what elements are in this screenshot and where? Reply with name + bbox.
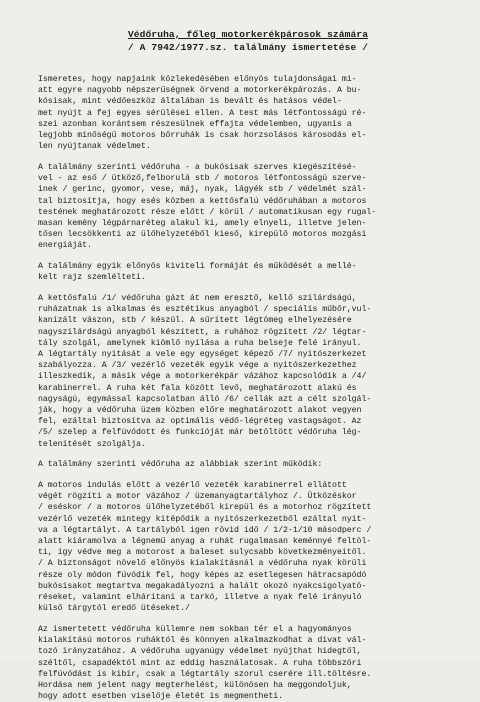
- paragraph-construction: A kettősfalú /1/ védőruha gázt át nem eresztő, kellő szilárdságú, ruházatnak is alkalmas és esztétikus anyagból / speciális műbőr,vul- kanizált vászon, stb / készül. A sűrített légtömeg elhelyezésére nagyszilárdságú anyagból készített, a ruhához rögzített /2/ légtar- tály szolgál, amelynek kiömlő nyílása a ruha belseje felé irányul. A légtartály nyitását a vele egy egységet képező /7/ nyitószerkezet szabályozza. A /3/ vezérlő vezeték egyik vége a nyitószerkezethez illeszkedik, a másik vége a motorkerékpár vázához kapcsolódik a /4/ karabinerrel. A ruha két fala között levő, meghatározott alakú és nagyságú, egymással kapcsolatban álló /6/ cellák azt a célt szolgál- ják, hogy a védőruha üzem közben előre meghatározott alakot vegyen fel, ezáltal biztosítva az optimális védő-légréteg vastagságot. Az /5/ szelep a felfúvódott és funkcióját már betöltött védőruha lég- telenítését szolgálja.: [38, 293, 372, 449]
- paragraph-introduction: Ismeretes, hogy napjaink közlekedésében előnyös tulajdonságai mi- att egyre nagyobb népszerűségnek örvend a motorkerékpározás. A bu- kósisak, mint védőeszköz általában is bevált és hatásos védel- met nyújt a fej egyes sérülései ellen. A test más létfontosságú ré- szei azonban korántsem részesülnek effajta védelemben, ugyanis a legjobb minőségű motoros bőrruhák is csak horzsolásos károsodás el- len nyújtanak védelmet.: [38, 75, 367, 152]
- paragraph-operation-heading: A találmány szerinti védőruha az alábbiak szerint működik:: [38, 460, 323, 470]
- document-title-block: [38, 28, 458, 54]
- document-body: [38, 74, 458, 702]
- document-subtitle: / A 7942/1977.sz. találmány ismertetése /: [127, 42, 369, 53]
- document-title: Védőruha, főleg motorkerékpárosok számára: [127, 29, 369, 40]
- paragraph-conclusion: Az ismertetett védőruha küllemre nem sokban tér el a hagyományos kialakítású motoros ruháktól és könnyen alkalmazkodhat a divat vál- tozó irányzatához. A védőruha ugyanúgy védelmet nyújthat hidegtől, széltől, csapadéktól mint az eddig használatosak. A ruha többszöri felfúvódást is kibír, csak a légtartály szorul cserére ill.töltésre. Hordása nem jelent nagy megterhelést, különösen ha meggondoljuk, hogy adott esetben viselője életét is megmentheti.: [38, 624, 372, 702]
- paragraph-operation: A motoros indulás előtt a vezérlő vezeték karabinerrel ellátott végét rögzíti a motor vázához / üzemanyagtartályhoz /. Ütközéskor / eséskor / a motoros ülőhelyzetéből kirepül és a motorhoz rögzített vezérlő vezeték mintegy kitépődik a nyitószerkezetből ezáltal nyit- va a légtartályt. A tartályból igen rövid idő / 1/2-1/10 másodperc / alatt kiáramolva a légnemű anyag a ruhát rugalmasan keménnyé feltöl- ti, így védve meg a motorost a baleset sulycsabb következményeitől. / A biztonságot növelő előnyös kialakításnál a védőruha nyak körüli része oly módon fúvódik fel, hogy képes az esetlegesen hátracsapódó bukósisakot megtartva megakadályozni a halált okozó nyakcsigolyatö- réseket, valamint elhárítani a tarkó, illetve a nyak felé irányuló külső tárgytól eredő ütéseket./: [38, 481, 372, 614]
- paragraph-drawing-reference: A találmány egyik előnyös kiviteli formáját és működését a mellé- kelt rajz szemlélteti.: [38, 262, 357, 283]
- paragraph-invention-summary: A találmány szerinti védőruha - a bukósisak szerves kiegészítésé- vel - az eső / ütköző,felborulá stb / motoros létfontosságú szerve- inek / gerinc, gyomor, vese, máj, nyak, lágyék stb / védelmét szál- tal biztosítja, hogy esés közben a kettősfalú védőruhában a motoros testének meghatározott része előtt / körül / automatikusan egy rugal- masan kemény légpárnaréteg alakul ki, amely elnyeli, illetve jelen- tősen lecsökkenti az ülőhelyzetéből kieső, kirepülő motoros mozgási energiáját.: [38, 162, 377, 251]
